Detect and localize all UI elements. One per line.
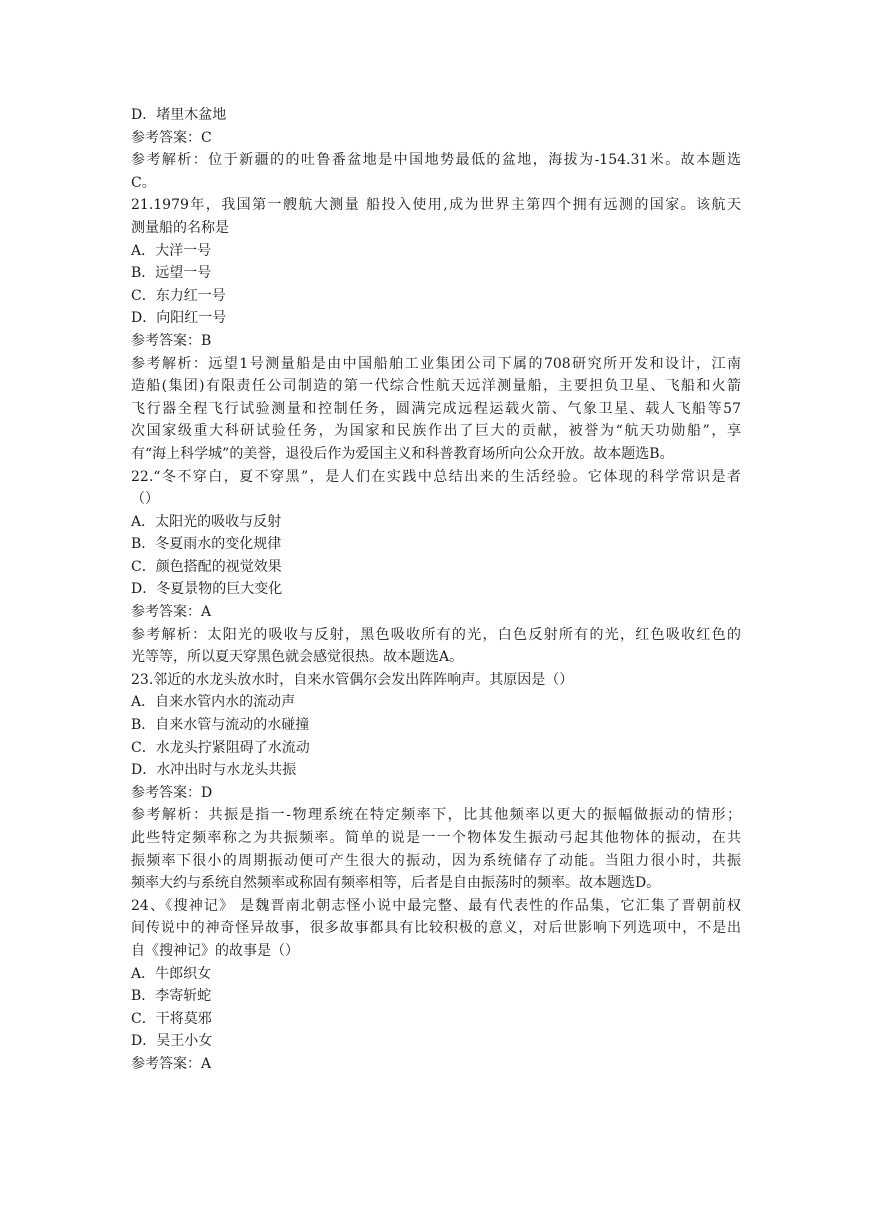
explanation-line: 有“海上科学城”的美誉，退役后作为爱国主义和科普教育场所向公众开放。故本题选B。 (131, 445, 674, 462)
answer-option-d: D．水冲出时与水龙头共振 (131, 762, 297, 779)
reference-answer: 参考答案：B (131, 332, 212, 349)
answer-option-c: C．水龙头拧紧阻碍了水流动 (131, 739, 310, 756)
explanation-line: 参考解析：太阳光的吸收与反射，黑色吸收所有的光，白色反射所有的光，红色吸收红色的 (131, 626, 741, 643)
answer-option-b: B．自来水管与流动的水碰撞 (131, 717, 310, 734)
explanation-line: 振频率下很小的周期振动便可产生很大的振动，因为系统储存了动能。当阻力很小时，共振 (131, 852, 741, 869)
question-22: 22.“冬不穿白，夏不穿黑”，是人们在实践中总结出来的生活经验。它体现的科学常识是者 (131, 468, 741, 485)
explanation-line: 造船(集团)有限责任公司制造的第一代综合性航天远洋测量船，主要担负卫星、飞船和火箭 (131, 378, 741, 395)
explanation-line: 此些特定频率称之为共振频率。简单的说是一一个物体发生振动弓起其他物体的振动，在共 (131, 830, 741, 846)
question-24-cont: 间传说中的神奇怪异故事，很多故事都具有比较积极的意义，对后世影响下列选项中，不是出 (131, 920, 741, 937)
question-24-cont: 自《搜神记》的故事是（） (131, 942, 299, 959)
answer-option-d: D．向阳红一号 (131, 310, 227, 327)
question-22-cont: （） (131, 491, 159, 508)
explanation-line: 频率大约与系统自然频率或称固有频率相等，后者是自由振荡时的频率。故本题选D。 (131, 875, 661, 892)
explanation-line: 参考解析：位于新疆的的吐鲁番盆地是中国地势最低的盆地，海拔为-154.31米。故本题选 (131, 152, 741, 169)
answer-option-b: B．冬夏雨水的变化规律 (131, 536, 282, 553)
question-21: 21.1979年，我国第一艘航大测量 船投入使用,成为世界主第四个拥有远测的国家。该航天 (131, 197, 741, 214)
answer-option-d: D．冬夏景物的巨大变化 (131, 581, 283, 598)
answer-option-d: D．堵里木盆地 (131, 107, 227, 123)
answer-option-a: A．自来水管内水的流动声 (131, 694, 296, 711)
explanation-line: 次国家级重大科研试验任务，为国家和民族作出了巨大的贡献，被誉为“航天功勋船”，享 (131, 423, 741, 440)
explanation-line: 光等等，所以夏天穿黑色就会感觉很热。故本题选A。 (131, 649, 464, 666)
explanation-line: C。 (131, 174, 156, 191)
answer-option-c: C．干将莫邪 (131, 1010, 212, 1027)
answer-option-d: D．吴王小女 (131, 1033, 213, 1050)
reference-answer: 参考答案：A (131, 1055, 212, 1072)
explanation-line: 飞行器全程飞行试验测量和控制任务，圆满完成远程运载火箭、气象卫星、载人飞船等57 (131, 400, 741, 417)
reference-answer: 参考答案：D (131, 784, 213, 801)
document-page (131, 104, 741, 1076)
answer-option-c: C．颜色搭配的视觉效果 (131, 558, 282, 575)
explanation-line: 参考解析：共振是指一-物理系统在特定频率下，比其他频率以更大的振幅做振动的情形； (131, 807, 741, 824)
explanation-line: 参考解析：远望1号测量船是由中国船舶工业集团公司下属的708研究所开发和设计，江南 (131, 355, 741, 372)
question-24: 24、《搜神记》 是魏晋南北朝志怪小说中最完整、最有代表性的作品集，它汇集了晋朝前权 (131, 897, 741, 914)
question-23: 23.邻近的水龙头放水时，自来水管偶尔会发出阵阵响声。其原因是（） (131, 671, 574, 688)
answer-option-b: B．远望一号 (131, 265, 212, 282)
answer-option-c: C．东力红一号 (131, 287, 226, 304)
answer-option-a: A．太阳光的吸收与反射 (131, 513, 282, 530)
answer-option-a: A．牛郎织女 (131, 965, 212, 982)
question-21-cont: 测量船的名称是 (131, 219, 229, 236)
answer-option-b: B．李寄斩蛇 (131, 988, 212, 1005)
reference-answer: 参考答案：C (131, 129, 212, 146)
answer-option-a: A．大洋一号 (131, 242, 212, 259)
reference-answer: 参考答案：A (131, 604, 212, 621)
